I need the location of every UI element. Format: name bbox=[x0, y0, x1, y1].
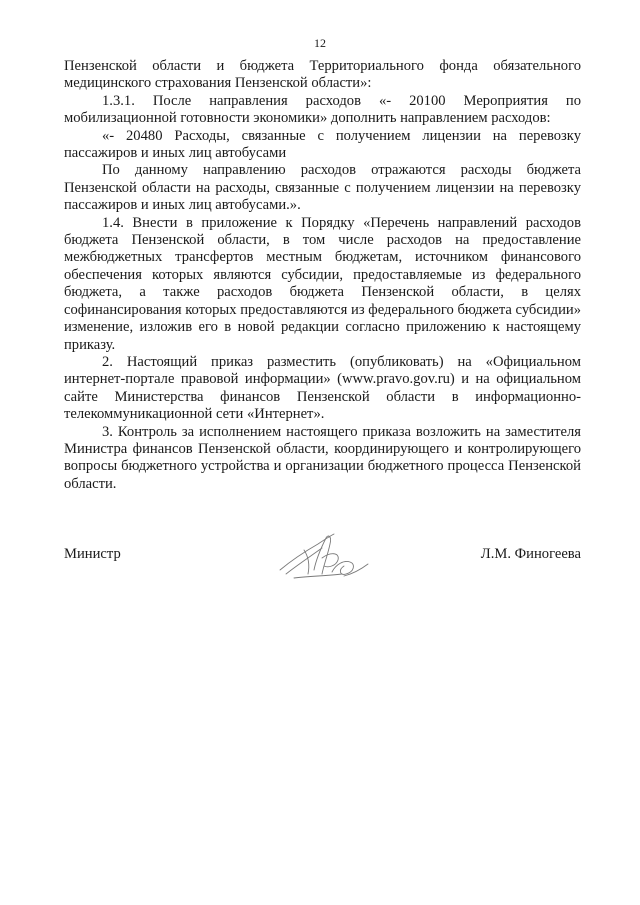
signatory-title: Министр bbox=[64, 546, 121, 562]
paragraph-1-4: 1.4. Внести в приложение к Порядку «Перечень направлений расходов бюджета Пензенской области, в том числе расходов на предоставление межбюджетных трансфертов местным бюджетам, источником финансового обеспечения которых являются субсидии, предоставляемые из федерального бюджета, а также расходов бюджета Пензенской области, в целях софинансирования которых предоставляются из федерального бюджета субсидии» изменение, изложив его в новой редакции согласно приложению к настоящему приказу. bbox=[64, 214, 581, 353]
signatory-name: Л.М. Финогеева bbox=[480, 546, 581, 562]
page-number: 12 bbox=[314, 36, 326, 50]
paragraph-expense-description: По данному направлению расходов отражаются расходы бюджета Пензенской области на расходы, связанные с получением лицензии на перевозку пассажиров и иных лиц автобусами.». bbox=[64, 162, 581, 214]
paragraph-1-3-1: 1.3.1. После направления расходов «- 20100 Мероприятия по мобилизационной готовности экономики» дополнить направлением расходов: bbox=[64, 92, 581, 127]
paragraph-3: 3. Контроль за исполнением настоящего приказа возложить на заместителя Министра финансов Пензенской области, координирующего и контролирующего вопросы бюджетного устройства и организации бюджетного процесса Пензенской области. bbox=[64, 423, 581, 492]
signature-block bbox=[64, 544, 581, 604]
handwritten-signature bbox=[274, 530, 374, 586]
document-body bbox=[64, 58, 581, 493]
paragraph-2: 2. Настоящий приказ разместить (опубликовать) на «Официальном интернет-портале правовой информации» (www.pravo.gov.ru) и на официальном сайте Министерства финансов Пензенской области в информационно-телекоммуникационной сети «Интернет». bbox=[64, 353, 581, 423]
paragraph-continuation: Пензенской области и бюджета Территориального фонда обязательного медицинского страхования Пензенской области»: bbox=[64, 58, 581, 92]
paragraph-20480: «- 20480 Расходы, связанные с получением лицензии на перевозку пассажиров и иных лиц автобусами bbox=[64, 127, 581, 162]
